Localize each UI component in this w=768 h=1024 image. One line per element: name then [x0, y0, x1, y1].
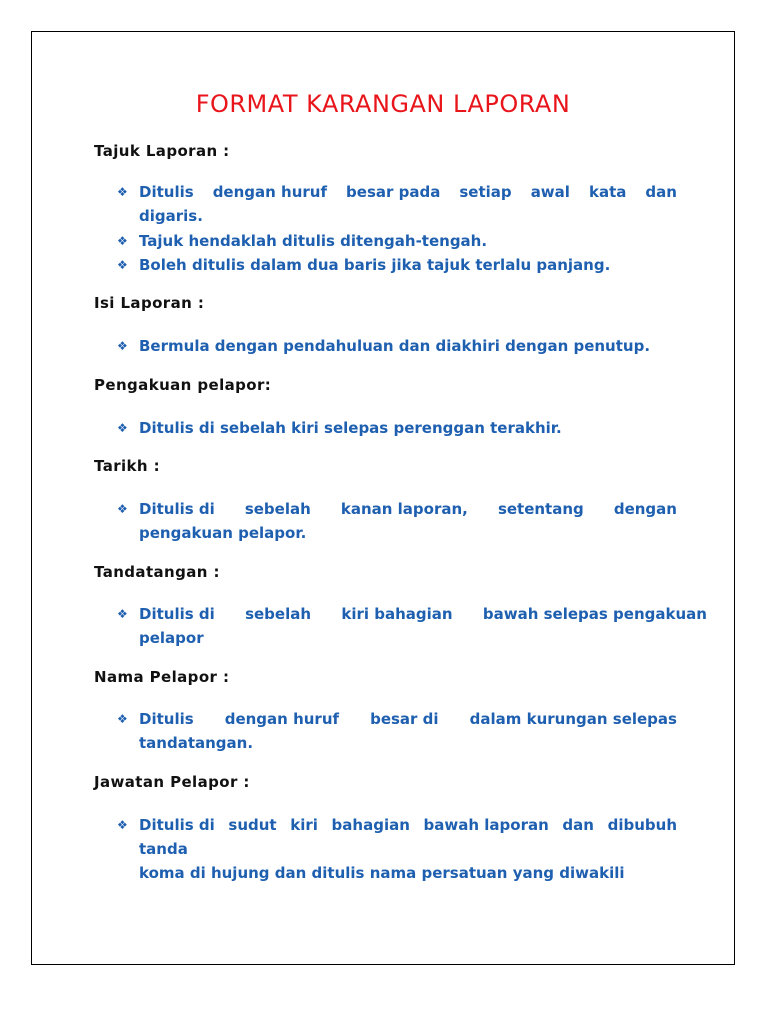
section-heading-tandatangan: Tandatangan : — [94, 563, 220, 581]
diamond-bullet-icon: ❖ — [117, 421, 128, 435]
diamond-bullet-icon: ❖ — [117, 234, 128, 248]
diamond-bullet-icon: ❖ — [117, 502, 128, 516]
diamond-bullet-icon: ❖ — [117, 607, 128, 621]
bullet-item: ❖ Tajuk hendaklah ditulis ditengah-tengah. — [117, 229, 707, 253]
bullet-item: ❖ Ditulis dengan huruf besar pada setiap awal kata dan digaris. — [117, 180, 707, 228]
section-heading-jawatan-pelapor: Jawatan Pelapor : — [94, 773, 250, 791]
bullet-item: ❖ Bermula dengan pendahuluan dan diakhiri dengan penutup. — [117, 334, 707, 358]
diamond-bullet-icon: ❖ — [117, 185, 128, 199]
bullet-item: ❖ Ditulis dengan huruf besar di dalam kurungan selepas tandatangan. — [117, 707, 707, 755]
diamond-bullet-icon: ❖ — [117, 258, 128, 272]
bullet-item: ❖ Ditulis di sudut kiri bahagian bawah laporan dan dibubuh tanda koma di hujung dan ditulis nama persatuan yang diwakili — [117, 813, 707, 885]
bullet-item: ❖ Boleh ditulis dalam dua baris jika tajuk terlalu panjang. — [117, 253, 707, 277]
section-heading-pengakuan-pelapor: Pengakuan pelapor: — [94, 376, 272, 394]
bullet-item: ❖ Ditulis di sebelah kiri bahagian bawah selepas pengakuan pelapor — [117, 602, 707, 650]
page-title: FORMAT KARANGAN LAPORAN — [195, 90, 571, 118]
bullet-item: ❖ Ditulis di sebelah kanan laporan, setentang dengan pengakuan pelapor. — [117, 497, 707, 545]
section-heading-tajuk-laporan: Tajuk Laporan : — [94, 142, 230, 160]
diamond-bullet-icon: ❖ — [117, 818, 128, 832]
diamond-bullet-icon: ❖ — [117, 712, 128, 726]
section-heading-nama-pelapor: Nama Pelapor : — [94, 668, 230, 686]
section-heading-tarikh: Tarikh : — [94, 457, 161, 475]
diamond-bullet-icon: ❖ — [117, 339, 128, 353]
bullet-item: ❖ Ditulis di sebelah kiri selepas perenggan terakhir. — [117, 416, 707, 440]
section-heading-isi-laporan: Isi Laporan : — [94, 294, 205, 312]
document-page — [31, 31, 735, 965]
